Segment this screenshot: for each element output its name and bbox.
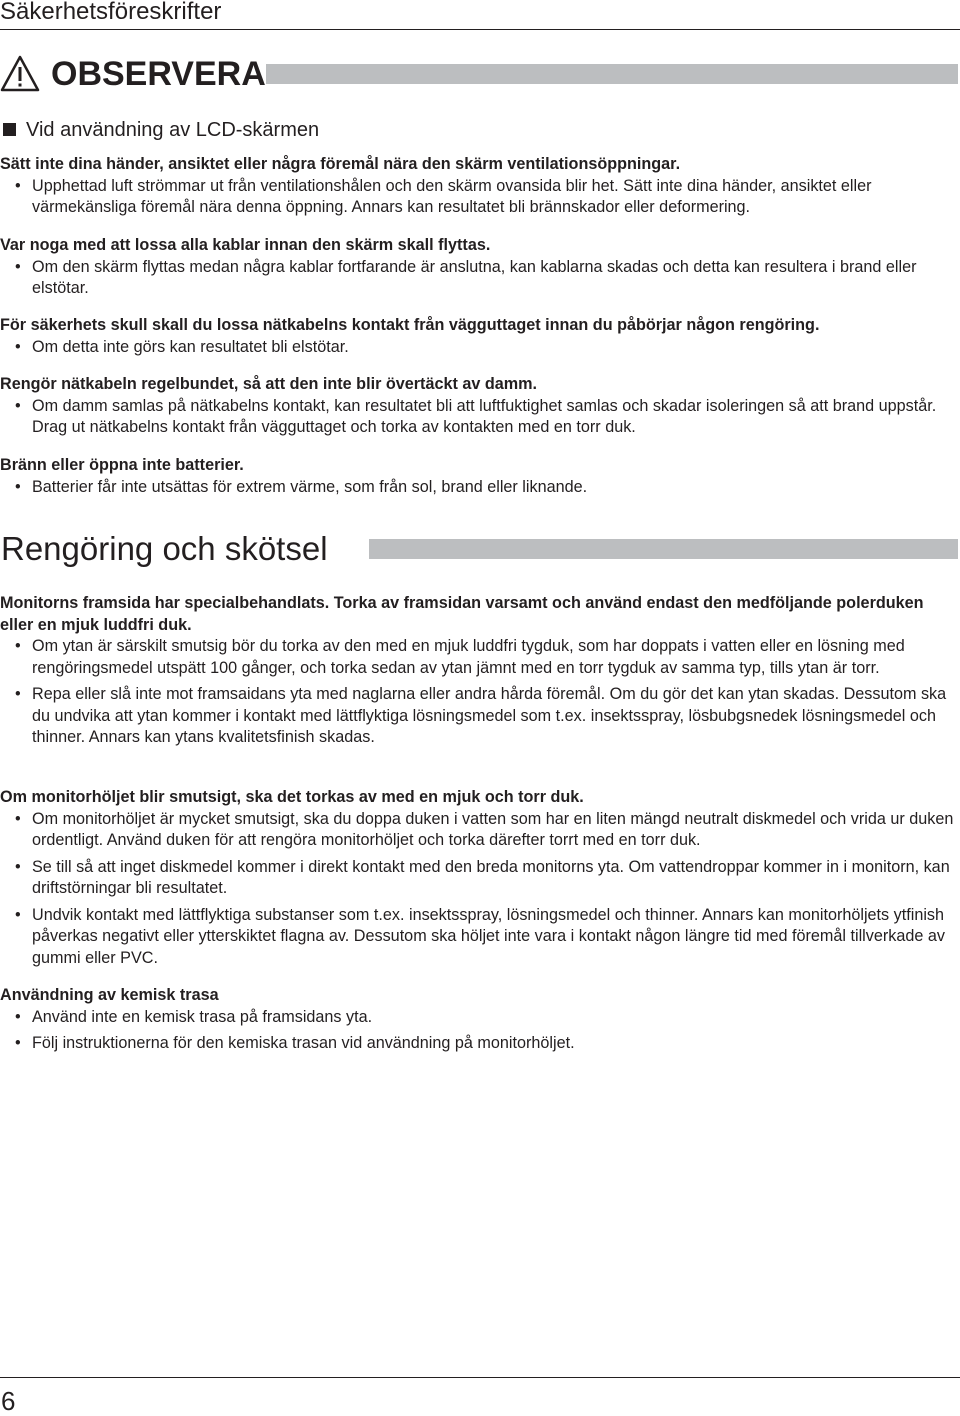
list-item <box>0 337 958 359</box>
caution-section-dust <box>0 374 958 439</box>
observera-title: OBSERVERA <box>51 55 266 93</box>
page-footer-rule <box>0 1377 960 1378</box>
list-item <box>0 477 958 499</box>
caution-section-ventilation <box>0 154 958 219</box>
list-item-text: Upphettad luft strömmar ut från ventilationshålen och den skärm ovansida blir het. Sätt inte dina händer, ansiktet eller värmekänsliga föremål nära denna öppning. Annars kan resultatet bli brännskador eller deformering. <box>32 176 872 216</box>
bullet-glyph: • <box>15 396 21 415</box>
care-section-housing <box>0 787 958 969</box>
square-bullet-icon <box>3 123 16 136</box>
care-section-chemical-cloth <box>0 985 958 1055</box>
page-number: 6 <box>1 1386 16 1416</box>
care-section-front-surface <box>0 593 958 749</box>
list-item <box>0 257 958 300</box>
bullet-glyph: • <box>15 857 21 876</box>
bullet-glyph: • <box>15 905 21 924</box>
list-item <box>0 176 958 219</box>
list-item <box>0 636 958 679</box>
caution-section-cables <box>0 235 958 300</box>
section-heading: För säkerhets skull skall du lossa nätkabelns kontakt från vägguttaget innan du påbörjar någon rengöring. <box>0 316 820 334</box>
care-title: Rengöring och skötsel <box>1 530 328 567</box>
section-heading: Var noga med att lossa alla kablar innan den skärm skall flyttas. <box>0 236 491 254</box>
care-heading <box>0 528 960 572</box>
list-item <box>0 905 958 970</box>
caution-section-batteries <box>0 455 958 498</box>
bullet-glyph: • <box>15 337 21 356</box>
list-item-text: Om ytan är särskilt smutsig bör du torka av den med en mjuk luddfri tygduk, som har doppats i vatten eller en lösning med rengöringsmedel utspätt 100 gånger, och torka sedan av ytan jämnt med en torr tygduk av samma typ, tills ytan är torr. <box>32 637 905 677</box>
list-item-text: Följ instruktionerna för den kemiska trasan vid användning på monitorhöljet. <box>32 1034 575 1052</box>
list-item-text: Se till så att inget diskmedel kommer i direkt kontakt med den breda monitorns yta. Om vattendroppar kommer in i monitorn, kan driftstörningar bli resultatet. <box>32 857 950 897</box>
bullet-glyph: • <box>15 637 21 655</box>
section-heading: Om monitorhöljet blir smutsigt, ska det torkas av med en mjuk och torr duk. <box>0 788 584 806</box>
page-header <box>0 0 960 30</box>
section-heading: Rengör nätkabeln regelbundet, så att den inte blir övertäckt av damm. <box>0 375 538 393</box>
lcd-usage-subheading-text: Vid användning av LCD-skärmen <box>26 119 320 141</box>
section-heading: Användning av kemisk trasa <box>0 986 219 1004</box>
observera-heading-bar <box>266 64 958 84</box>
observera-heading <box>0 52 960 96</box>
list-item <box>0 1007 958 1029</box>
list-item <box>0 684 958 749</box>
bullet-glyph: • <box>15 809 21 828</box>
bullet-glyph: • <box>15 176 21 195</box>
care-heading-bar <box>369 539 958 559</box>
list-item-text: Batterier får inte utsättas för extrem värme, som från sol, brand eller liknande. <box>32 477 588 496</box>
bullet-glyph: • <box>15 477 21 496</box>
bullet-glyph: • <box>15 685 21 703</box>
bullet-glyph: • <box>15 1007 21 1026</box>
warning-triangle-icon <box>0 55 40 93</box>
list-item-text: Undvik kontakt med lättflyktiga substanser som t.ex. insektsspray, lösningsmedel och thinner. Annars kan monitorhöljets ytfinish påverkas negativt eller ytterskiktet flagna av. Dessutom ska höljet inte vara i kontakt någon längre tid med föremål tillverkade av gummi eller PVC. <box>32 905 945 967</box>
section-heading: Bränn eller öppna inte batterier. <box>0 456 244 474</box>
section-heading: Sätt inte dina händer, ansiktet eller några föremål nära den skärm ventilationsöppningar. <box>0 155 681 173</box>
list-item-text: Om den skärm flyttas medan några kablar fortfarande är anslutna, kan kablarna skadas och detta kan resultera i brand eller elstötar. <box>32 257 917 297</box>
page-header-title: Säkerhetsföreskrifter <box>0 0 222 25</box>
caution-section-power-plug <box>0 315 958 358</box>
section-heading: Monitorns framsida har specialbehandlats. Torka av framsidan varsamt och använd endast den medföljande polerduken eller en mjuk luddfri duk. <box>0 594 924 634</box>
list-item-text: Om detta inte görs kan resultatet bli elstötar. <box>32 337 349 356</box>
list-item-text: Använd inte en kemisk trasa på framsidans yta. <box>32 1007 373 1026</box>
list-item <box>0 857 958 900</box>
list-item <box>0 1033 958 1055</box>
list-item-text: Om monitorhöljet är mycket smutsigt, ska du doppa duken i vatten som har en liten mängd neutralt diskmedel och vrida ur duken ordentligt. Använd duken för att rengöra monitorhöljet och torka därefter torrt med en torr duk. <box>32 809 954 849</box>
list-item <box>0 809 958 852</box>
list-item-text: Repa eller slå inte mot framsaidans yta med naglarna eller andra hårda föremål. Om du gör det kan ytan skadas. Dessutom ska du undvika att ytan kommer i kontakt med lättflyktiga lösningsmedel som t.ex. insektsspray, lösbubgsnedek lösningsmedel och thinner. Annars kan ytans kvalitetsfinish skadas. <box>32 685 947 746</box>
bullet-glyph: • <box>15 257 21 276</box>
list-item <box>0 396 958 439</box>
list-item-text: Om damm samlas på nätkabelns kontakt, kan resultatet bli att luftfuktighet samlas och skadar isoleringen så att brand uppstår. Drag ut nätkabelns kontakt från vägguttaget och torka av kontakten med en torr duk. <box>32 396 937 436</box>
bullet-glyph: • <box>15 1034 21 1052</box>
